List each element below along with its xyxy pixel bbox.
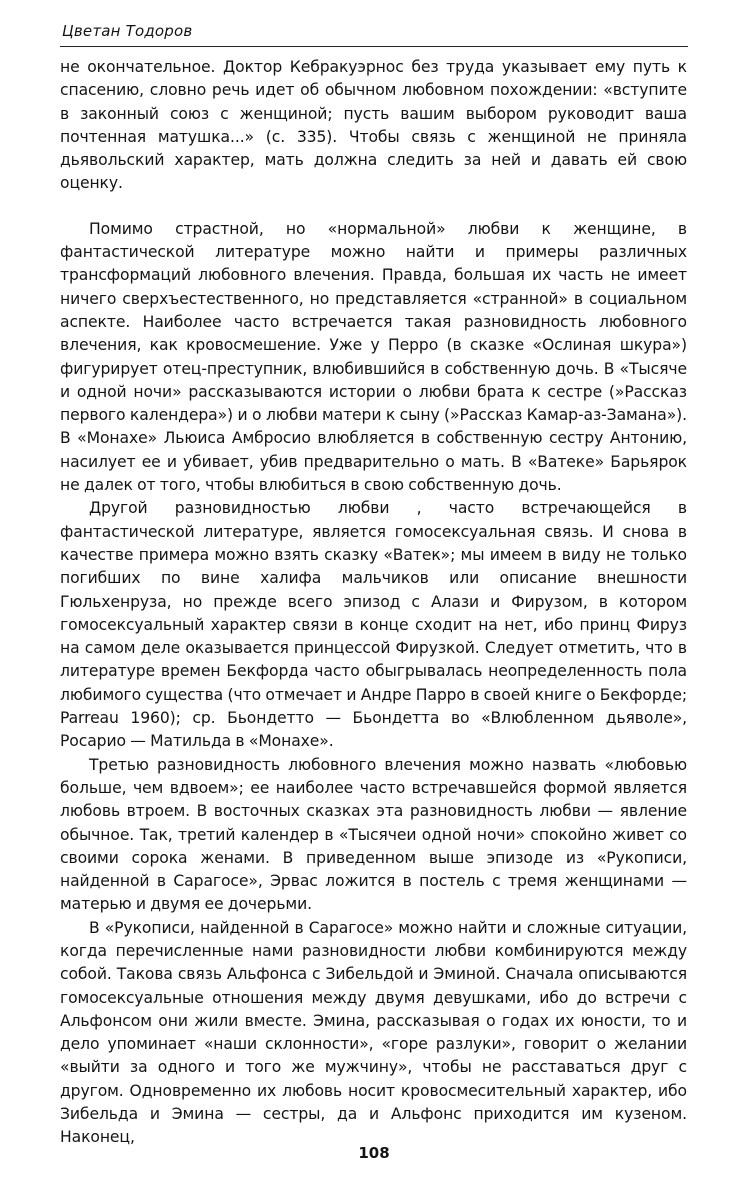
paragraph: Другой разновидностью любви , часто встречающейся в фантастической литературе, является гомосексуальная связь. И снова в качестве примера можно взять сказку «Ватек»; мы имеем в виду не только погибших по вине халифа мальчиков или описание внешности Гюльхенруза, но прежде всего эпизод с Алази и Фирузом, в котором гомосексуальный характер связи в конце сходит на нет, ибо принц Фируз на самом деле оказывается принцессой Фирузкой. Следует отметить, что в литературе времен Бекфорда часто обыгрывалась неопределенность пола любимого существа (что отмечает и Андре Парро в своей книге о Бекфорде; Parreau 1960); ср. Бьондетто — Бьондетта во «Влюбленном дьяволе», Росарио — Матильда в «Монахе».: [60, 499, 687, 751]
page-number: 108: [358, 1144, 390, 1162]
paragraph: Помимо страстной, но «нормальной» любви к женщине, в фантастической литературе можно найти и примеры различных трансформаций любовного влечения. Правда, большая их часть не имеет ничего сверхъестественного, но представляется «странной» в социальном аспекте. Наиболее часто встречается такая разновидность любовного влечения, как кровосмешение. Уже у Перро (в сказке «Ослиная шкура») фигурирует отец-преступник, влюбившийся в собственную дочь. В «Тысяче и одной ночи» рассказываются истории о любви брата к сестре (»Рассказ первого календера») и о любви матери к сыну (»Рассказ Камар-аз-Замана»). В «Монахе» Льюиса Амбросио влюбляется в собственную сестру Антонию, насилует ее и убивает, убив предварительно о мать. В «Ватеке» Барьярок не далек от того, чтобы влюбиться в свою собственную дочь.: [60, 219, 687, 495]
body-text: [60, 56, 687, 1150]
paragraph-continued: не окончательное. Доктор Кебракуэрнос без труда указывает ему путь к спасению, словно речь идет об обычном любовном похождении: «вступите в законный союз с женщиной; пусть вашим выбором руководит ваша почтенная матушка...» (с. 335). Чтобы связь с женщиной не приняла дьявольский характер, мать должна следить за ней и давать ей свою оценку.: [60, 58, 687, 193]
running-head: [60, 20, 688, 47]
paragraph: Третью разновидность любовного влечения можно назвать «любовью больше, чем вдвоем»; ее наиболее часто встречавшейся формой является любовь втроем. В восточных сказках эта разновидность любви — явление обычное. Так, третий календер в «Тысячеи одной ночи» спокойно живет со своими сорока женами. В приведенном выше эпизоде из «Рукописи, найденной в Сарагосе», Эрвас ложится в постель с тремя женщинами — матерью и двумя ее дочерьми.: [60, 755, 687, 914]
paragraph: В «Рукописи, найденной в Сарагосе» можно найти и сложные ситуации, когда перечисленные нами разновидности любви комбинируются между собой. Такова связь Альфонса с Зибельдой и Эминой. Сначала описываются гомосексуальные отношения между двумя девушками, ибо до встречи с Альфонсом они жили вместе. Эмина, рассказывая о годах их юности, то и дело упоминает «наши склонности», «горе разлуки», говорит о желании «выйти за одного и того же мужчину», чтобы не расставаться друг с другом. Одновременно их любовь носит кровосмесительный характер, ибо Зибельда и Эмина — сестры, да и Альфонс приходится им кузеном. Наконец,: [60, 918, 687, 1147]
running-head-author: Цветан Тодоров: [62, 22, 193, 40]
